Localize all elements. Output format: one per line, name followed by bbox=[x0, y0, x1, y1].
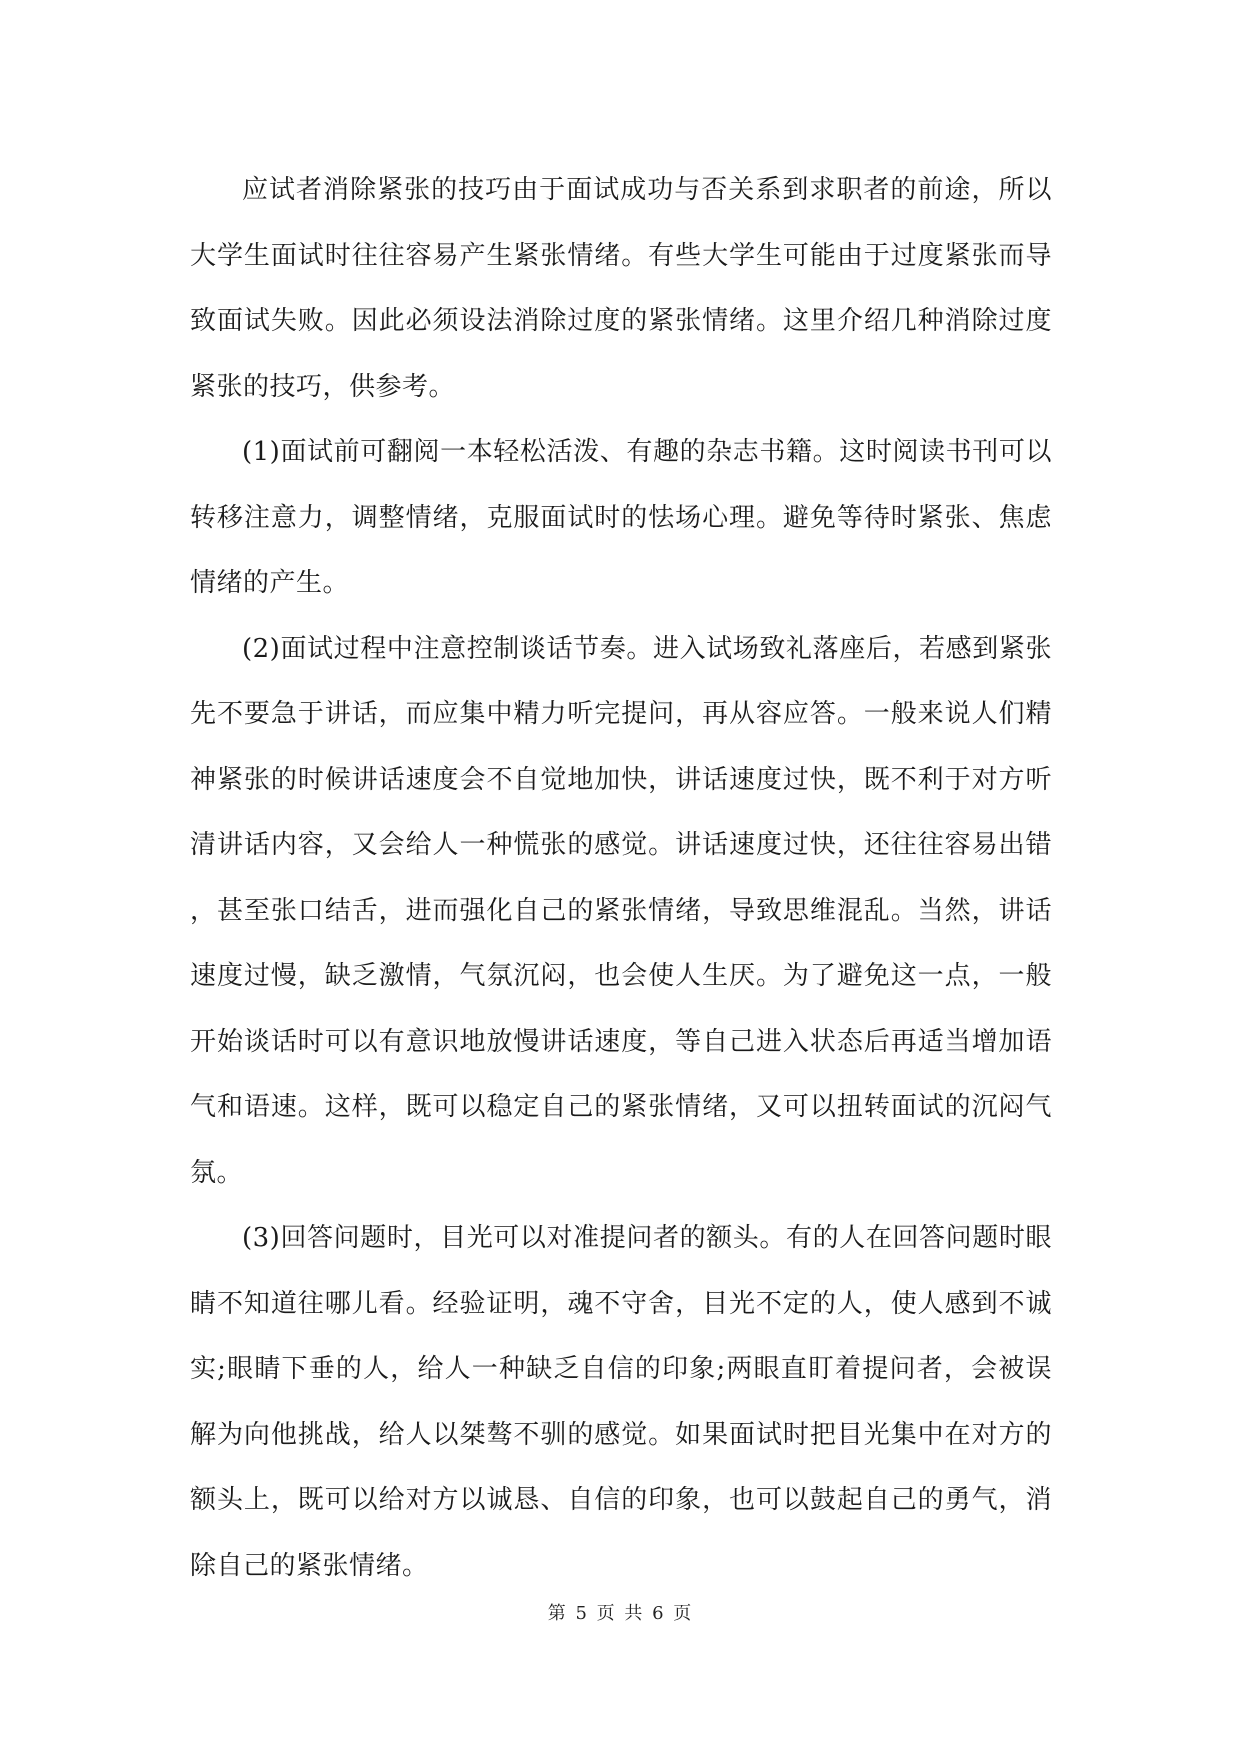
paragraph-tip-3: (3)回答问题时，目光可以对准提问者的额头。有的人在回答问题时眼睛不知道往哪儿看。经验证明，魂不守舍，目光不定的人，使人感到不诚实;眼睛下垂的人，给人一种缺乏自信的印象;两眼直盯着提问者，会被误解为向他挑战，给人以桀骜不驯的感觉。如果面试时把目光集中在对方的额头上，既可以给对方以诚恳、自信的印象，也可以鼓起自己的勇气，消除自己的紧张情绪。 bbox=[190, 1223, 1052, 1581]
paragraph-tip-1: (1)面试前可翻阅一本轻松活泼、有趣的杂志书籍。这时阅读书刊可以转移注意力，调整情绪，克服面试时的怯场心理。避免等待时紧张、焦虑情绪的产生。 bbox=[190, 437, 1052, 598]
document-body bbox=[190, 158, 1052, 1599]
paragraph-tip-2: (2)面试过程中注意控制谈话节奏。进入试场致礼落座后，若感到紧张先不要急于讲话，而应集中精力听完提问，再从容应答。一般来说人们精神紧张的时候讲话速度会不自觉地加快，讲话速度过快，既不利于对方听清讲话内容，又会给人一种慌张的感觉。讲话速度过快，还往往容易出错，甚至张口结舌，进而强化自己的紧张情绪，导致思维混乱。当然，讲话速度过慢，缺乏激情，气氛沉闷，也会使人生厌。为了避免这一点，一般开始谈话时可以有意识地放慢讲话速度，等自己进入状态后再适当增加语气和语速。这样，既可以稳定自己的紧张情绪，又可以扭转面试的沉闷气氛。 bbox=[190, 633, 1052, 1188]
page-number-footer: 第 5 页 共 6 页 bbox=[547, 1603, 694, 1624]
paragraph-intro: 应试者消除紧张的技巧由于面试成功与否关系到求职者的前途，所以大学生面试时往往容易产生紧张情绪。有些大学生可能由于过度紧张而导致面试失败。因此必须设法消除过度的紧张情绪。这里介绍几种消除过度紧张的技巧，供参考。 bbox=[190, 175, 1052, 402]
